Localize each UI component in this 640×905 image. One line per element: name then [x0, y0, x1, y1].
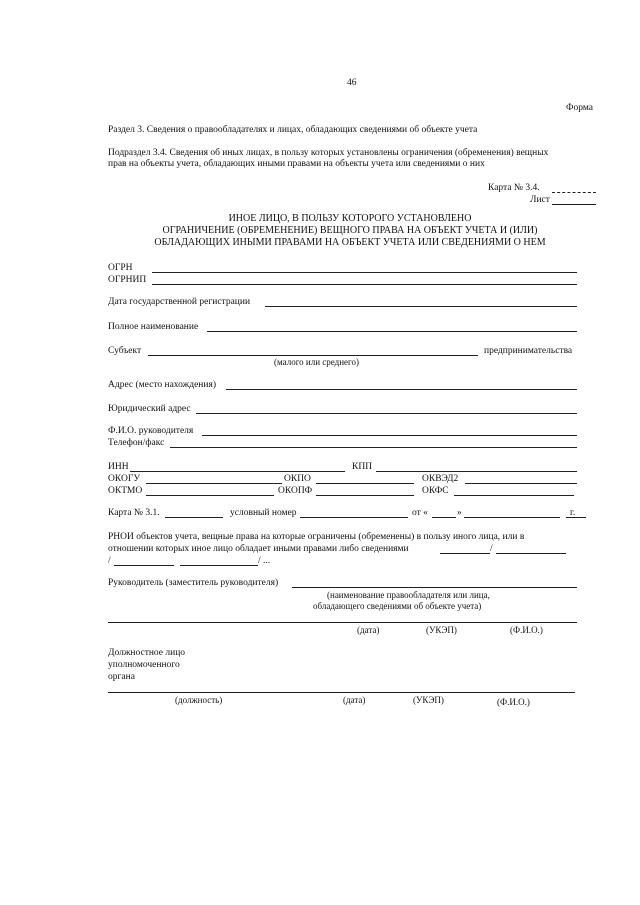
holder-name-field[interactable] — [292, 587, 577, 588]
address-field[interactable] — [226, 389, 577, 390]
card31-cond-number-field[interactable] — [300, 517, 408, 518]
okfs-field[interactable] — [454, 495, 574, 496]
official-position-caption: (должность) — [175, 695, 223, 705]
card-label: Карта № 3.4. — [488, 183, 540, 193]
okved2-label: ОКВЭД2 — [422, 474, 459, 484]
full-name-label: Полное наименование — [108, 322, 199, 332]
rnoi-field-3[interactable] — [114, 565, 174, 566]
official-line-3: органа — [108, 672, 135, 682]
full-name-field[interactable] — [207, 331, 577, 332]
card31-quote-close: » — [457, 508, 462, 518]
ogrnip-label: ОГРНИП — [108, 275, 147, 285]
official-date-caption: (дата) — [343, 695, 366, 705]
rnoi-line-1: РНОИ объектов учета, вещные права на которые ограничены (обременены) в пользу иного лица, или в — [108, 532, 525, 542]
rnoi-slash-2: / — [108, 556, 111, 566]
okved2-field[interactable] — [465, 483, 577, 484]
kpp-label: КПП — [352, 462, 373, 472]
subject-label: Субъект — [108, 346, 142, 356]
ogrnip-field[interactable] — [152, 284, 577, 285]
sheet-label: Лист — [530, 195, 550, 205]
oktmo-label: ОКТМО — [108, 486, 143, 496]
okogu-field[interactable] — [146, 483, 282, 484]
rnoi-field-4[interactable] — [180, 565, 258, 566]
rnoi-field-1[interactable] — [440, 553, 490, 554]
ogrn-field[interactable] — [152, 272, 577, 273]
ogrn-label: ОГРН — [108, 263, 133, 273]
address-label: Адрес (место нахождения) — [108, 380, 217, 390]
head-fio-caption: (Ф.И.О.) — [510, 625, 543, 635]
head-signature-label: Руководитель (заместитель руководителя) — [108, 578, 279, 588]
card31-day-field[interactable] — [432, 517, 456, 518]
card31-year-field[interactable] — [566, 517, 586, 518]
official-ukep-caption: (УКЭП) — [413, 695, 444, 705]
section-title: Раздел 3. Сведения о правообладателях и лицах, обладающих сведениями об объекте учета — [108, 125, 478, 135]
official-line-2: уполномоченного — [108, 660, 180, 670]
official-signature-line[interactable] — [108, 692, 575, 693]
head-date-caption: (дата) — [357, 625, 380, 635]
okopf-label: ОКОПФ — [278, 486, 313, 496]
okopf-field[interactable] — [316, 495, 414, 496]
legal-address-field[interactable] — [196, 413, 577, 414]
reg-date-field[interactable] — [265, 306, 577, 307]
okfs-label: ОКФС — [422, 486, 449, 496]
small-or-medium-note: (малого или среднего) — [274, 357, 360, 367]
card-number-line[interactable] — [552, 192, 596, 193]
holder-name-note-1: (наименование правообладателя или лица, — [327, 590, 490, 600]
phone-fax-label: Телефон/факс — [108, 438, 165, 448]
rnoi-ellipsis: / ... — [258, 556, 271, 566]
subject-field[interactable] — [148, 355, 478, 356]
subsection-line-1: Подраздел 3.4. Сведения об иных лицах, в пользу которых установлены ограничения (обременения) вещных — [108, 148, 549, 158]
oktmo-field[interactable] — [146, 495, 274, 496]
official-fio-caption: (Ф.И.О.) — [497, 697, 530, 707]
rnoi-slash-1: / — [490, 544, 493, 554]
holder-name-note-2: обладающего сведениями об объекте учета) — [313, 601, 482, 611]
official-line-1: Должностное лицо — [108, 648, 186, 658]
kpp-field[interactable] — [376, 471, 577, 472]
head-name-field[interactable] — [202, 435, 577, 436]
legal-address-label: Юридический адрес — [108, 404, 191, 414]
card31-month-field[interactable] — [464, 517, 560, 518]
phone-fax-field[interactable] — [170, 447, 577, 448]
heading-line-2: ОГРАНИЧЕНИЕ (ОБРЕМЕНЕНИЕ) ВЕЩНОГО ПРАВА НА ОБЪЕКТ УЧЕТА И (ИЛИ) — [162, 225, 538, 236]
heading-line-1: ИНОЕ ЛИЦО, В ПОЛЬЗУ КОТОРОГО УСТАНОВЛЕНО — [228, 213, 472, 224]
sheet-number-line[interactable] — [552, 204, 596, 205]
okpo-field[interactable] — [316, 483, 414, 484]
rnoi-field-2[interactable] — [496, 553, 566, 554]
inn-label: ИНН — [108, 462, 129, 472]
card31-year-label: г. — [570, 508, 576, 518]
head-signature-line[interactable] — [108, 622, 577, 623]
okpo-label: ОКПО — [284, 474, 311, 484]
subsection-line-2: прав на объекты учета, обладающих иными правами на объекты учета или сведениями о них — [108, 159, 485, 169]
card31-label: Карта № 3.1. — [108, 508, 160, 518]
page-number: 46 — [347, 78, 357, 88]
reg-date-label: Дата государственной регистрации — [108, 297, 251, 307]
card31-number-field[interactable] — [165, 517, 223, 518]
card31-cond-number-label: условный номер — [230, 508, 297, 518]
rnoi-line-2: отношении которых иное лицо обладает иными правами либо сведениями — [108, 544, 409, 554]
inn-field[interactable] — [130, 471, 345, 472]
entrepreneurship-label: предпринимательства — [484, 346, 573, 356]
head-name-label: Ф.И.О. руководителя — [108, 426, 194, 436]
card31-from-label: от « — [412, 508, 428, 518]
okogu-label: ОКОГУ — [108, 474, 141, 484]
heading-line-3: ОБЛАДАЮЩИХ ИНЫМИ ПРАВАМИ НА ОБЪЕКТ УЧЕТА ИЛИ СВЕДЕНИЯМИ О НЕМ — [154, 237, 546, 248]
form-label: Форма — [566, 103, 594, 113]
head-ukep-caption: (УКЭП) — [426, 625, 457, 635]
